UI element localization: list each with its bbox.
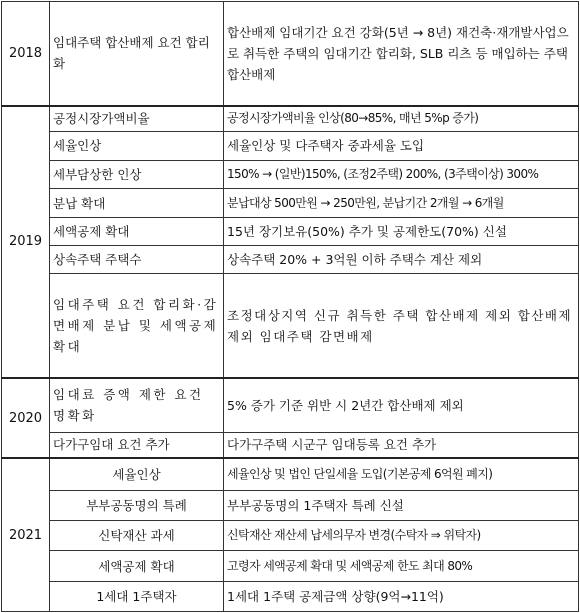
description-cell: 150% → (일반)150%, (조정2주택) 200%, (3주택이상) 300% — [224, 160, 579, 188]
description-cell: 1세대 1주택 공제금액 상향(9억→11억) — [224, 581, 579, 611]
description-cell: 분납대상 500만원 → 250만원, 분납기간 2개월 → 6개월 — [224, 188, 579, 217]
description-cell: 신탁재산 재산세 납세의무자 변경(수탁자 ⇒ 위탁자) — [224, 521, 579, 551]
description-cell: 15년 장기보유(50%) 추가 및 공제한도(70%) 신설 — [224, 218, 579, 246]
category-cell: 세액공제 확대 — [50, 218, 224, 246]
category-cell: 신탁재산 과세 — [50, 521, 224, 551]
description-cell: 세율인상 및 법인 단일세율 도입(기본공제 6억원 폐지) — [224, 458, 579, 490]
description-cell: 합산배제 임대기간 요건 강화(5년 → 8년) 재건축·재개발사업으로 취득한 주택의 임대기간 합리화, SLB 리츠 등 매입하는 주택 합산배제 — [224, 2, 579, 106]
year-cell: 2019 — [2, 106, 50, 378]
category-cell: 임대주택 합산배제 요건 합리화 — [50, 2, 224, 106]
description-cell: 5% 증가 기준 위반 시 2년간 합산배제 제외 — [224, 378, 579, 432]
category-cell: 임대료 증액 제한 요건 명확화 — [50, 378, 224, 432]
description-cell: 조정대상지역 신규 취득한 주택 합산배제 제외 합산배제 제외 임대주택 감면배제 — [224, 274, 579, 378]
year-cell: 2021 — [2, 458, 50, 611]
category-cell: 부부공동명의 특례 — [50, 491, 224, 521]
description-cell: 부부공동명의 1주택자 특례 신설 — [224, 491, 579, 521]
year-cell: 2020 — [2, 378, 50, 458]
year-cell: 2018 — [2, 2, 50, 106]
category-cell: 분납 확대 — [50, 188, 224, 217]
category-cell: 다가구임대 요건 추가 — [50, 432, 224, 458]
category-cell: 세율인상 — [50, 458, 224, 490]
description-cell: 공정시장가액비율 인상(80→85%, 매년 5%p 증가) — [224, 106, 579, 132]
description-cell: 상속주택 20% + 3억원 이하 주택수 계산 제외 — [224, 246, 579, 274]
description-cell: 다가구주택 시군구 임대등록 요건 추가 — [224, 432, 579, 458]
category-cell: 세부담상한 인상 — [50, 160, 224, 188]
tax-policy-table — [1, 1, 579, 612]
category-cell: 공정시장가액비율 — [50, 106, 224, 132]
category-cell: 1세대 1주택자 — [50, 581, 224, 611]
category-cell: 상속주택 주택수 — [50, 246, 224, 274]
category-cell: 임대주택 요건 합리화·감면배제 분납 및 세액공제 확대 — [50, 274, 224, 378]
description-cell: 고령자 세액공제 확대 및 세액공제 한도 최대 80% — [224, 551, 579, 581]
description-cell: 세율인상 및 다주택자 중과세율 도입 — [224, 131, 579, 160]
category-cell: 세율인상 — [50, 131, 224, 160]
category-cell: 세액공제 확대 — [50, 551, 224, 581]
